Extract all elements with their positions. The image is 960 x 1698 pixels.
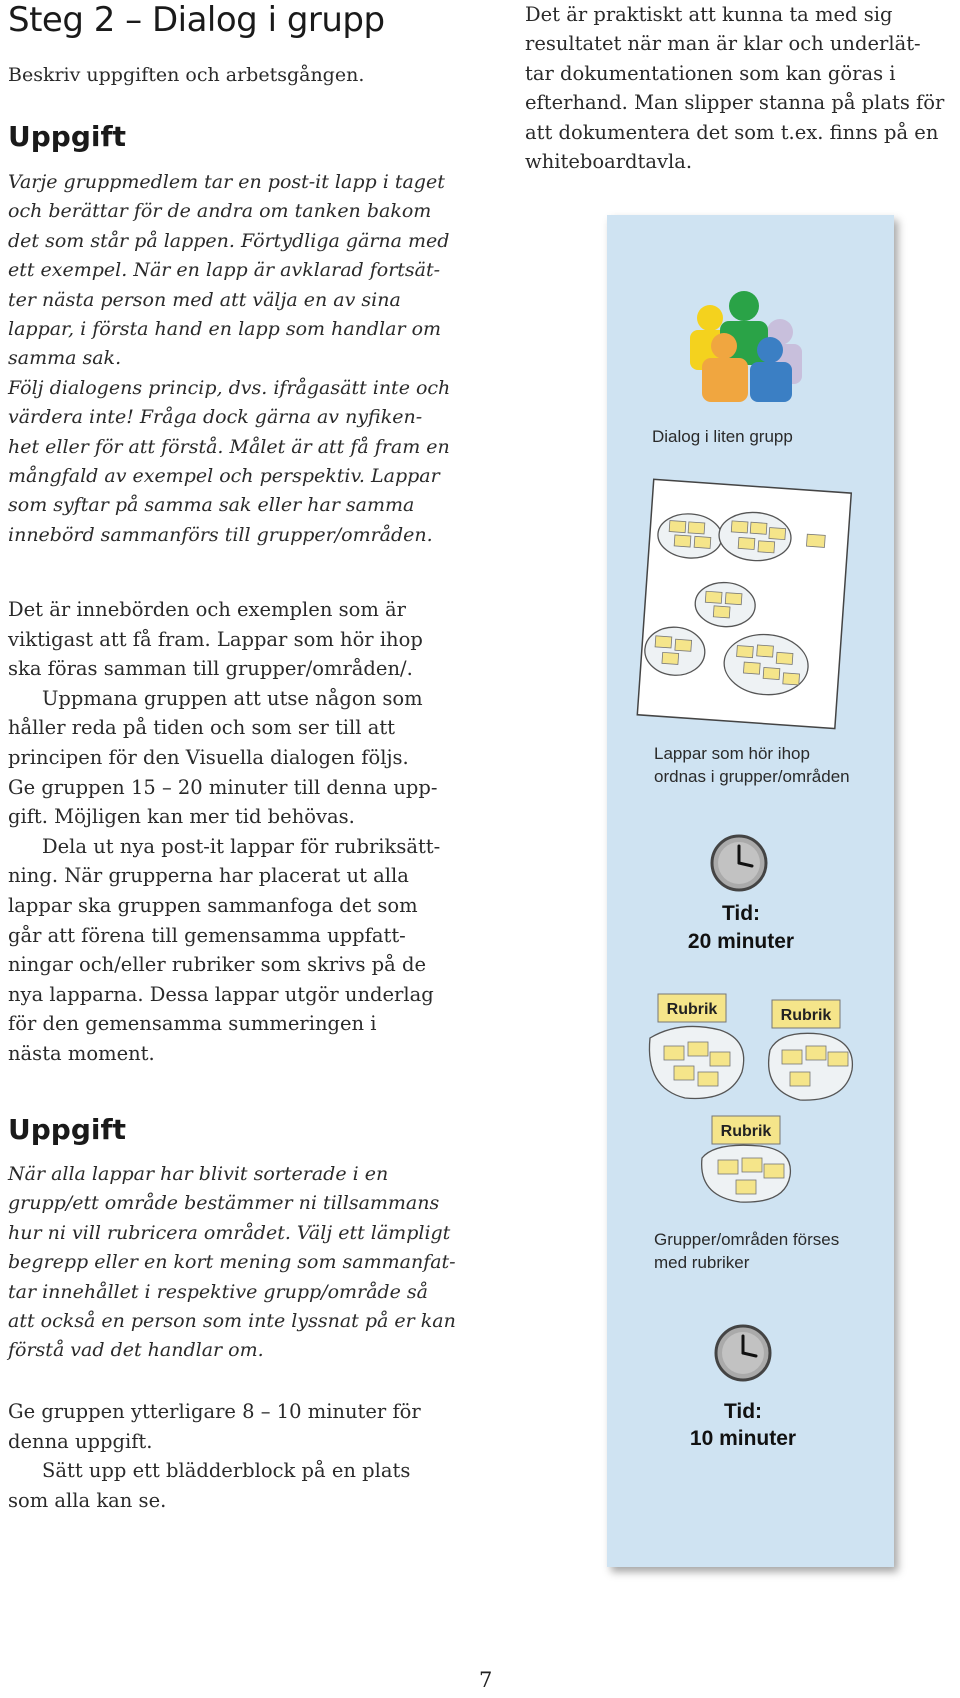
- task1-heading: Uppgift: [8, 120, 127, 153]
- caption-line: Lappar som hör ihop: [654, 744, 810, 763]
- caption-rubriker: [654, 1228, 839, 1274]
- right-column-text: [525, 0, 955, 176]
- text-line: mångfald av exempel och perspektiv. Lappar: [8, 465, 440, 488]
- caption-line: med rubriker: [654, 1253, 750, 1272]
- text-line: het eller för att förstå. Målet är att få fram en: [8, 435, 450, 458]
- caption-dialog: Dialog i liten grupp: [652, 427, 793, 446]
- text-line: Det är innebörden och exemplen som är: [8, 598, 406, 621]
- text-line: Följ dialogens princip, dvs. ifrågasätt inte och: [8, 376, 451, 399]
- intro-text: Beskriv uppgiften och arbetsgången.: [8, 64, 365, 86]
- text-line: att också en person som inte lyssnat på er kan: [8, 1310, 456, 1333]
- time2-value: 10 minuter: [689, 1427, 797, 1450]
- text-line: Ge gruppen 15 – 20 minuter till denna upp-: [8, 775, 438, 799]
- whiteboard-illustration: [630, 478, 860, 738]
- text-line: ningar och/eller rubriker som skrivs på de: [8, 953, 427, 977]
- time1-label: Tid:: [721, 902, 761, 925]
- text-line: Dela ut nya post-it lappar för rubriksätt-: [42, 834, 441, 858]
- time2-label: Tid:: [723, 1400, 763, 1423]
- task2-text: [8, 1160, 463, 1366]
- text-line: förstå vad det handlar om.: [8, 1339, 264, 1362]
- text-line: ett exempel. När en lapp är avklarad fortsät-: [8, 259, 441, 282]
- text-line: principen för den Visuella dialogen följs.: [8, 745, 409, 769]
- text-line: samma sak.: [8, 347, 122, 370]
- text-line: Varje gruppmedlem tar en post-it lapp i taget: [8, 171, 445, 193]
- caption-line: Grupper/områden förses: [654, 1230, 840, 1249]
- clock-icon: [713, 1323, 773, 1383]
- text-line: nästa moment.: [8, 1041, 155, 1065]
- text-line: begrepp eller en kort mening som sammanfat-: [8, 1251, 456, 1274]
- text-line: efterhand. Man slipper stanna på plats för: [525, 91, 945, 115]
- text-line: nya lapparna. Dessa lappar utgör underlag: [8, 982, 434, 1006]
- text-line: grupp/ett område bestämmer ni tillsammans: [8, 1192, 440, 1215]
- time1-value: 20 minuter: [687, 930, 795, 953]
- text-line: som alla kan se.: [8, 1488, 167, 1512]
- text-line: att dokumentera det som t.ex. finns på en: [525, 120, 939, 144]
- text-line: ning. När grupperna har placerat ut alla: [8, 864, 409, 888]
- people-group-icon: [680, 290, 810, 420]
- rubrik-label: Rubrik: [720, 1123, 772, 1140]
- text-line: och berättar för de andra om tanken bakom: [8, 200, 432, 223]
- clock-icon: [709, 833, 769, 893]
- text-line: går att förena till gemensamma uppfatt-: [8, 923, 406, 947]
- text-line: ter nästa person med att välja en av sina: [8, 288, 401, 311]
- text-line: lappar ska gruppen sammanfoga det som: [8, 893, 418, 917]
- text-line: ska föras samman till grupper/områden/.: [8, 657, 413, 681]
- text-line: Sätt upp ett blädderblock på en plats: [42, 1459, 411, 1483]
- body-text-2: [8, 1397, 463, 1515]
- text-line: värdera inte! Fråga dock gärna av nyfiken-: [8, 406, 423, 429]
- rubrik-groups-illustration: [640, 990, 870, 1220]
- text-line: tar innehållet i respektive grupp/område så: [8, 1280, 428, 1303]
- rubrik-label: Rubrik: [780, 1007, 832, 1024]
- text-line: viktigast att få fram. Lappar som hör ihop: [8, 627, 423, 651]
- text-line: det som står på lappen. Förtydliga gärna med: [8, 229, 450, 252]
- text-line: Ge gruppen ytterligare 8 – 10 minuter för: [8, 1400, 421, 1423]
- text-line: tar dokumentationen som kan göras i: [525, 61, 896, 85]
- text-line: lappar, i första hand en lapp som handlar om: [8, 318, 442, 341]
- text-line: whiteboardtavla.: [525, 150, 693, 174]
- text-line: denna uppgift.: [8, 1429, 153, 1453]
- text-line: Det är praktiskt att kunna ta med sig: [525, 3, 893, 26]
- caption-line: ordnas i grupper/områden: [654, 767, 850, 786]
- text-line: resultatet när man är klar och underlät-: [525, 32, 921, 56]
- text-line: innebörd sammanförs till grupper/områden.: [8, 523, 433, 546]
- page-number: 7: [479, 1668, 493, 1692]
- text-line: När alla lappar har blivit sorterade i en: [8, 1163, 389, 1185]
- page-title: Steg 2 – Dialog i grupp: [8, 0, 385, 40]
- text-line: hur ni vill rubricera området. Välj ett lämpligt: [8, 1221, 451, 1244]
- text-line: som syftar på samma sak eller har samma: [8, 494, 415, 517]
- task2-heading: Uppgift: [8, 1113, 127, 1146]
- text-line: håller reda på tiden och som ser till att: [8, 716, 396, 740]
- caption-grouping: [654, 742, 850, 788]
- body-text-1: [8, 595, 463, 1069]
- task1-text: [8, 168, 463, 550]
- text-line: gift. Möjligen kan mer tid behövas.: [8, 805, 355, 829]
- text-line: för den gemensamma summeringen i: [8, 1012, 377, 1036]
- rubrik-label: Rubrik: [666, 1001, 718, 1018]
- text-line: Uppmana gruppen att utse någon som: [42, 686, 423, 710]
